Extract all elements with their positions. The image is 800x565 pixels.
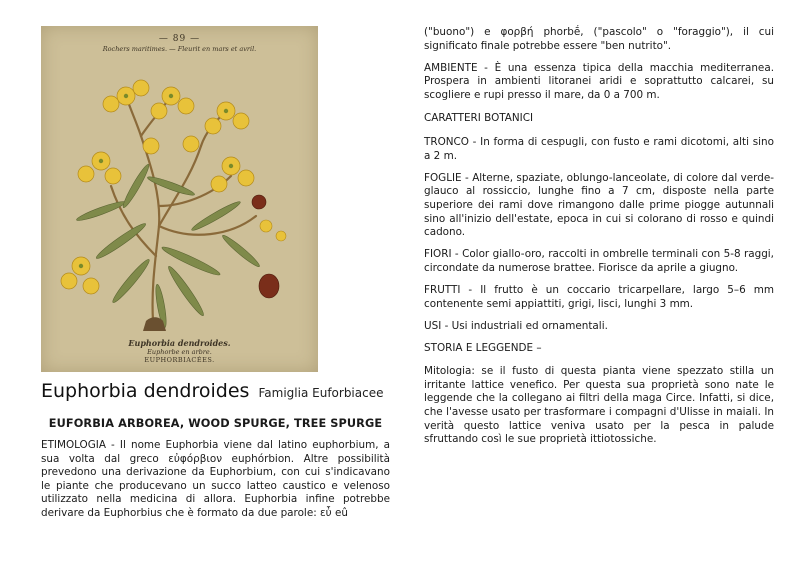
fiori-paragraph: FIORI - Color giallo-oro, raccolti in ombrelle terminali con 5-8 raggi, circondate da numerose brattee. Fiorisce da aprile a giugno.: [424, 248, 774, 274]
plate-number: — 89 —: [158, 34, 201, 44]
species-heading: [41, 380, 391, 402]
ambiente-paragraph: AMBIENTE - È una essenza tipica della macchia mediterranea. Prospera in ambienti litoranei aridi e soprattutto calcarei, su scogliere e rupi presso il mare, da 0 a 700 m.: [424, 61, 774, 101]
mitologia-paragraph: Mitologia: se il fusto di questa pianta viene spezzato stilla un irritante lattice venefico. Per questa sua proprietà sono nate le leggende che la collegano ai filtri della maga Circe. Infatti, si dice, che l'avesse usato per trasformare i compagni d'Ulisse in maiali. In verità questo lattice veniva usato per la pesca in palude sfruttando così le sue proprietà ittiotossiche.: [424, 365, 774, 446]
right-column: [424, 26, 774, 455]
plate-caption: Rochers maritimes. — Fleurit en mars et avril.: [102, 45, 257, 53]
usi-paragraph: USI - Usi industriali ed ornamentali.: [424, 319, 608, 332]
storia-heading: STORIA E LEGGENDE –: [424, 341, 542, 354]
plate-family-name: EUPHORBIACÉES.: [144, 356, 215, 364]
frutti-paragraph: FRUTTI - Il frutto è un coccario tricarpellare, largo 5–6 mm contenente semi appiattiti, grigi, lisci, lunghi 3 mm.: [424, 283, 774, 310]
common-names: EUFORBIA ARBOREA, WOOD SPURGE, TREE SPURGE: [48, 417, 383, 430]
plate-header: [41, 34, 318, 53]
species-family: Famiglia Euforbiacee: [258, 386, 384, 400]
botanical-plate-illustration: [41, 26, 318, 372]
euphorbia-drawing: [41, 66, 318, 331]
caratteri-heading: CARATTERI BOTANICI: [424, 112, 534, 125]
plate-footer: [41, 338, 318, 364]
plate-common-name: Euphorbe en arbre.: [147, 348, 212, 356]
tronco-paragraph: TRONCO - In forma di cespugli, con fusto e rami dicotomi, alti sino a 2 m.: [424, 136, 774, 162]
species-title: Euphorbia dendroides: [41, 380, 250, 402]
etimologia-paragraph: ETIMOLOGIA - Il nome Euphorbia viene dal latino euphorbium, a sua volta dal greco εὐφόρβιον euphórbion. Altre possibilità prevedono una derivazione da Euphorbium, con cui s'indicavano le piante che producevano un succo latteo caustico e velenoso utilizzato nella medicina di allora. Euphorbia infine potrebbe derivare da Euphorbius che è formato da due parole: εὖ eû: [41, 439, 390, 519]
foglie-paragraph: FOGLIE - Alterne, spaziate, oblungo-lanceolate, di colore dal verde-glauco al rossiccio, lunghe fino a 7 cm, disposte nella parte superiore dei rami dove rimangono dalle prime piogge autunnali sino all'inizio dell'estate, epoca in cui si colorano di rosso e quindi cadono.: [424, 171, 774, 239]
plate-species-name: Euphorbia dendroides.: [128, 338, 231, 348]
etimologia-continued: ("buono") e φορβή phorbḗ, ("pascolo" o "foraggio"), il cui significato finale potrebbe essere "ben nutrito".: [424, 26, 774, 52]
